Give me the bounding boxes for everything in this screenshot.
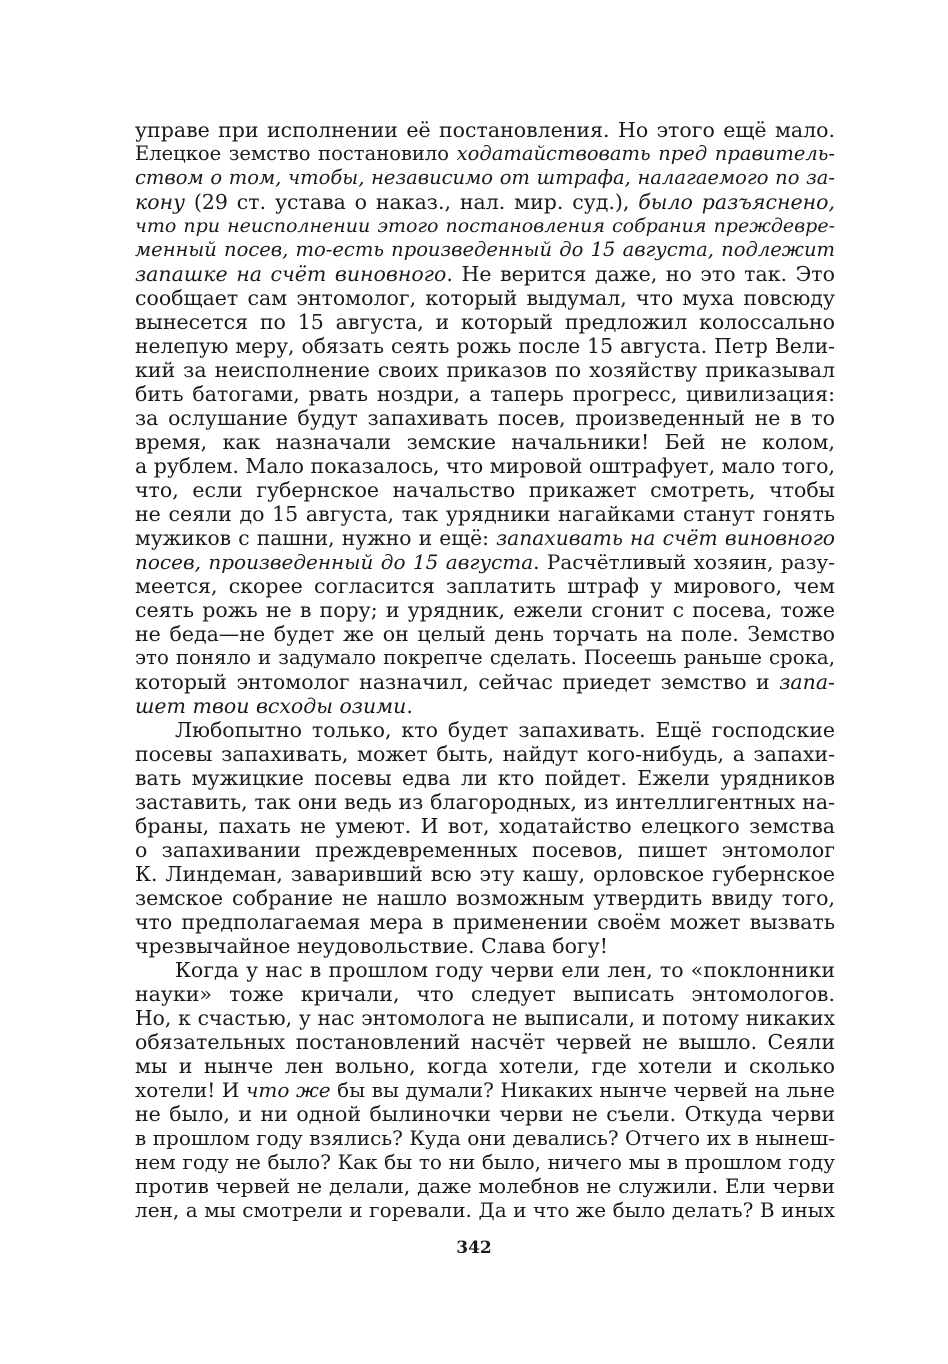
text-line: [135, 454, 835, 478]
text-run: вынесется по 15 августа, и который предложил колоссально: [135, 310, 835, 334]
text-line: [135, 574, 835, 598]
text-line: [135, 478, 835, 502]
text-line: [135, 1126, 835, 1150]
text-line: [135, 310, 835, 334]
text-run: науки» тоже кричали, что следует выписать энтомологов.: [135, 982, 835, 1006]
text-run: сеять рожь не в пору; и урядник, ежели сгонит с посева, тоже: [135, 598, 835, 622]
text-line: [135, 598, 835, 622]
text-run: время, как назначали земские начальники! Бей не колом,: [135, 430, 835, 454]
body-text: [135, 118, 835, 1222]
text-run: не беда—не будет же он целый день торчать на поле. Земство: [135, 622, 835, 646]
text-line: [135, 766, 835, 790]
text-line: [135, 526, 835, 550]
text-run: заставить, так они ведь из благородных, из интеллигентных на-: [135, 790, 835, 814]
text-run: . Расчётливый хозяин, разу-: [533, 550, 836, 574]
text-line: [135, 262, 835, 286]
text-run: меется, скорее согласится заплатить штраф у мирового, чем: [135, 574, 835, 598]
page-number: 342: [456, 1238, 492, 1258]
text-line: [135, 502, 835, 526]
text-line: [135, 1198, 835, 1222]
text-line: [135, 430, 835, 454]
text-run: лен, а мы смотрели и горевали. Да и что же было делать? В иных: [135, 1198, 835, 1222]
text-run: .: [406, 694, 413, 718]
text-line: [135, 1078, 835, 1102]
italic-run: запашке на счёт виновного: [135, 262, 447, 286]
text-line: [135, 550, 835, 574]
text-line: [135, 622, 835, 646]
text-run: о запахивании преждевременных посевов, пишет энтомолог: [135, 838, 835, 862]
text-line: [135, 1174, 835, 1198]
italic-run: ходатайствовать пред правитель-: [456, 142, 836, 165]
text-run: нелепую меру, обязать сеять рожь после 15 августа. Петр Вели-: [135, 334, 835, 358]
text-line: [135, 814, 835, 838]
text-run: кий за неисполнение своих приказов по хозяйству приказывал: [135, 358, 835, 382]
text-run: бить батогами, рвать ноздри, а таперь прогресс, цивилизация:: [135, 382, 835, 406]
text-run: . Не верится даже, но это так. Это: [446, 262, 835, 286]
text-line: [135, 1054, 835, 1078]
text-run: бы вы думали? Никаких нынче червей на льне: [330, 1078, 836, 1102]
text-run: который энтомолог назначил, сейчас приедет земство и: [135, 670, 780, 694]
italic-run: что при неисполнении этого постановления собрания преждевре-: [135, 215, 835, 237]
text-line: [135, 934, 835, 958]
text-line: [135, 1150, 835, 1174]
text-line: [135, 1102, 835, 1126]
text-run: посевы запахивать, может быть, найдут кого-нибудь, а запахи-: [135, 742, 835, 766]
italic-run: шет твои всходы озими: [135, 694, 407, 718]
italic-run: было разъяснено,: [638, 190, 835, 214]
italic-run: кону: [135, 190, 185, 214]
text-line: [135, 334, 835, 358]
text-run: что, если губернское начальство прикажет смотреть, чтобы: [135, 478, 835, 502]
italic-run: ством о том, чтобы, независимо от штрафа, налагаемого по за-: [135, 166, 835, 189]
text-line: [135, 406, 835, 430]
text-run: Но, к счастью, у нас энтомолога не выписали, и потому никаких: [135, 1006, 835, 1030]
text-line: [135, 142, 835, 166]
text-run: (29 ст. устава о наказ., нал. мир. суд.),: [184, 190, 639, 214]
text-line: [135, 214, 835, 238]
text-run: К. Линдеман, заваривший всю эту кашу, орловское губернское: [135, 862, 835, 886]
text-line: [135, 982, 835, 1006]
text-line: [135, 862, 835, 886]
text-line: [135, 718, 835, 742]
text-run: мы и нынче лен вольно, когда хотели, где хотели и сколько: [135, 1054, 835, 1078]
text-line: [135, 886, 835, 910]
text-run: вать мужицкие посевы едва ли кто пойдет. Ежели урядников: [135, 766, 835, 790]
text-run: не сеяли до 15 августа, так урядники нагайками станут гонять: [135, 502, 835, 526]
text-line: [135, 166, 835, 190]
text-line: [135, 958, 835, 982]
italic-run: посев, произведенный до 15 августа: [135, 550, 534, 574]
italic-run: менный посев, то-есть произведенный до 15 августа, подлежит: [135, 238, 835, 261]
text-run: браны, пахать не умеют. И вот, ходатайство елецкого земства: [135, 814, 835, 838]
text-run: земское собрание не нашло возможным утвердить ввиду того,: [135, 886, 835, 910]
text-run: сообщает сам энтомолог, который выдумал, что муха повсюду: [135, 286, 835, 310]
text-line: [135, 286, 835, 310]
text-line: [135, 1030, 835, 1054]
text-line: [135, 190, 835, 214]
text-run: управе при исполнении её постановления. Но этого ещё мало.: [135, 118, 835, 142]
text-run: это поняло и задумало покрепче сделать. Посеешь раньше срока,: [135, 646, 835, 669]
text-run: а рублем. Мало показалось, что мировой оштрафует, мало того,: [135, 454, 835, 478]
text-run: Любопытно только, кто будет запахивать. Ещё господские: [175, 718, 835, 742]
italic-run: что же: [245, 1078, 331, 1102]
text-run: Когда у нас в прошлом году черви ели лен, то «поклонники: [175, 958, 835, 982]
text-line: [135, 238, 835, 262]
text-line: [135, 838, 835, 862]
text-line: [135, 1006, 835, 1030]
text-run: мужиков с пашни, нужно и ещё:: [135, 526, 497, 550]
text-run: не было, и ни одной былиночки черви не съели. Откуда черви: [135, 1102, 835, 1126]
text-line: [135, 358, 835, 382]
text-run: обязательных постановлений насчёт червей не вышло. Сеяли: [135, 1030, 835, 1054]
italic-run: запа-: [779, 670, 835, 694]
text-run: Елецкое земство постановило: [135, 142, 457, 165]
text-line: [135, 910, 835, 934]
text-line: [135, 742, 835, 766]
text-run: чрезвычайное неудовольствие. Слава богу!: [135, 934, 608, 958]
text-run: против червей не делали, даже молебнов не служили. Ели черви: [135, 1174, 835, 1198]
text-line: [135, 670, 835, 694]
text-run: что предполагаемая мера в применении своём может вызвать: [135, 910, 835, 934]
text-line: [135, 646, 835, 670]
text-line: [135, 694, 835, 718]
text-run: за ослушание будут запахивать посев, произведенный не в то: [135, 406, 835, 430]
text-line: [135, 790, 835, 814]
text-run: хотели! И: [135, 1078, 246, 1102]
text-run: в прошлом году взялись? Куда они девались? Отчего их в нынеш-: [135, 1126, 835, 1150]
text-line: [135, 118, 835, 142]
italic-run: запахивать на счёт виновного: [496, 526, 836, 550]
text-line: [135, 382, 835, 406]
text-run: нем году не было? Как бы то ни было, ничего мы в прошлом году: [135, 1150, 835, 1174]
